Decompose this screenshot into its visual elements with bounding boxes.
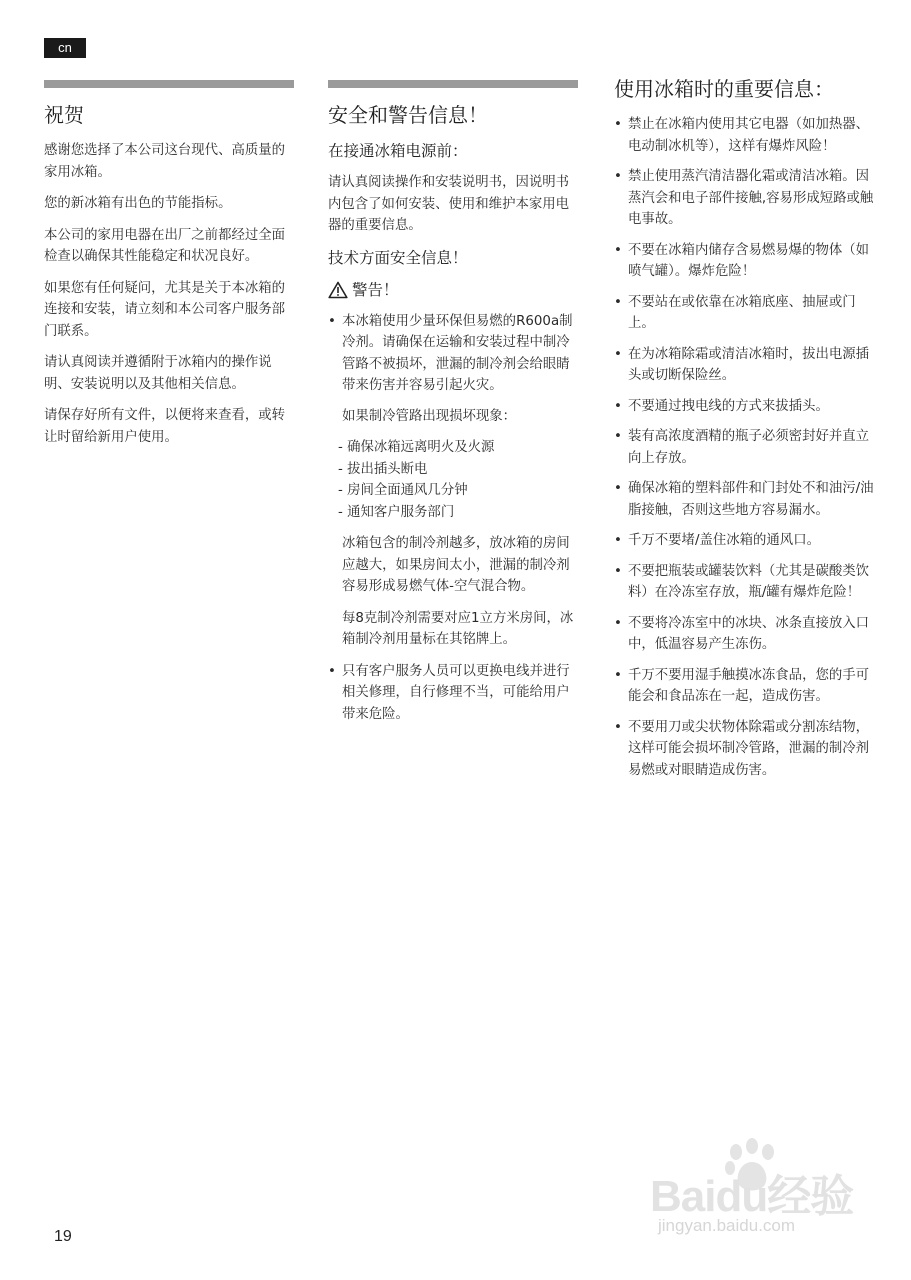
bullet-text: 确保冰箱的塑料部件和门封处不和油污/油脂接触，否则这些地方容易漏水。 xyxy=(628,481,874,518)
before-power-text: 请认真阅读操作和安装说明书，因说明书内包含了如何安装、使用和维护本家用电器的重要信息。 xyxy=(328,175,570,233)
language-tag: cn xyxy=(44,38,86,58)
bullet-text: 不要通过拽电线的方式来拔插头。 xyxy=(628,398,829,414)
section-divider xyxy=(44,80,294,88)
bullet-text: 不要将冷冻室中的冰块、冰条直接放入口中，低温容易产生冻伤。 xyxy=(628,615,870,652)
list-item: • 禁止使用蒸汽清洁器化霜或清洁冰箱。因蒸汽会和电子部件接触,容易形成短路或触电事故。 xyxy=(614,169,874,227)
list-item: • 不要在冰箱内储存含易燃易爆的物体（如喷气罐）。爆炸危险！ xyxy=(614,242,870,279)
room-size-text: 冰箱包含的制冷剂越多，放冰箱的房间应越大，如果房间太小，泄漏的制冷剂容易形成易燃气体-空气混合物。 xyxy=(342,536,570,594)
safety-bullets xyxy=(328,311,578,397)
congratulations-title: 祝贺 xyxy=(44,103,84,127)
usage-bullets xyxy=(614,114,882,781)
bullet-text: 千万不要堵/盖住冰箱的通风口。 xyxy=(628,533,820,548)
paragraph: 请认真阅读并遵循附于冰箱内的操作说明、安装说明以及其他相关信息。 xyxy=(44,355,272,392)
bullet-text: 禁止使用蒸汽清洁器化霜或清洁冰箱。因蒸汽会和电子部件接触,容易形成短路或触电事故。 xyxy=(628,169,874,227)
warning-label xyxy=(328,279,578,301)
bullet-text: 不要站在或依靠在冰箱底座、抽屉或门上。 xyxy=(628,294,856,331)
bullet-text: 不要在冰箱内储存含易燃易爆的物体（如喷气罐）。爆炸危险！ xyxy=(628,242,870,279)
list-item: - 房间全面通风几分钟 xyxy=(338,483,468,498)
list-item: • 不要把瓶装或罐装饮料（尤其是碳酸类饮料）在冷冻室存放，瓶/罐有爆炸危险！ xyxy=(614,563,870,600)
list-item: - 通知客户服务部门 xyxy=(338,504,455,520)
bullet-text: 装有高浓度酒精的瓶子必须密封好并直立向上存放。 xyxy=(628,429,870,466)
bullet-text: 千万不要用湿手触摸冰冻食品，您的手可能会和食品冻在一起，造成伤害。 xyxy=(628,667,870,704)
paragraph: 感谢您选择了本公司这台现代、高质量的家用冰箱。 xyxy=(44,143,286,180)
watermark-url: jingyan.baidu.com xyxy=(658,1216,796,1235)
list-item: • 不要将冷冻室中的冰块、冰条直接放入口中，低温容易产生冻伤。 xyxy=(614,615,870,652)
before-power-heading: 在接通冰箱电源前： xyxy=(328,142,468,160)
list-item: • 不要通过拽电线的方式来拔插头。 xyxy=(614,398,829,414)
baidu-watermark xyxy=(636,1138,866,1248)
damage-steps xyxy=(338,437,578,523)
list-item: • 不要用刀或尖状物体除霜或分割冻结物，这样可能会损坏制冷管路，泄漏的制冷剂易燃或对眼睛造成伤害。 xyxy=(614,719,870,778)
list-item: - 确保冰箱远离明火及火源 xyxy=(338,440,495,455)
watermark-text: Baidu经验 xyxy=(650,1172,854,1221)
list-item: • 在为冰箱除霜或清洁冰箱时，拔出电源插头或切断保险丝。 xyxy=(614,346,870,383)
refrigerant-ratio-text: 每8克制冷剂需要对应1立方米房间，冰箱制冷剂用量标在其铭牌上。 xyxy=(342,610,574,647)
list-item: • 千万不要用湿手触摸冰冻食品，您的手可能会和食品冻在一起，造成伤害。 xyxy=(614,667,870,704)
column-safety xyxy=(328,80,578,734)
bullet-text: 只有客户服务人员可以更换电线并进行相关修理，自行修理不当，可能给用户带来危险。 xyxy=(342,663,570,722)
list-item: • 本冰箱使用少量环保但易燃的R600a制冷剂。请确保在运输和安装过程中制冷管路不被损坏，泄漏的制冷剂会给眼睛带来伤害并容易引起火灾。 xyxy=(328,313,573,393)
list-item: • 只有客户服务人员可以更换电线并进行相关修理，自行修理不当，可能给用户带来危险。 xyxy=(328,663,570,722)
warning-text: 警告！ xyxy=(352,280,399,299)
list-item: • 确保冰箱的塑料部件和门封处不和油污/油脂接触，否则这些地方容易漏水。 xyxy=(614,481,874,518)
service-bullets xyxy=(328,661,578,726)
list-item: • 不要站在或依靠在冰箱底座、抽屉或门上。 xyxy=(614,294,856,331)
bullet-text: 禁止在冰箱内使用其它电器（如加热器、电动制冰机等），这样有爆炸风险！ xyxy=(628,117,870,154)
page-number: 19 xyxy=(54,1228,72,1245)
bullet-text: 不要把瓶装或罐装饮料（尤其是碳酸类饮料）在冷冻室存放，瓶/罐有爆炸危险！ xyxy=(628,563,870,600)
section-divider xyxy=(328,80,578,88)
safety-title: 安全和警告信息！ xyxy=(328,103,488,127)
technical-safety-heading: 技术方面安全信息！ xyxy=(328,248,468,267)
damage-intro: 如果制冷管路出现损坏现象： xyxy=(342,408,517,424)
list-item: - 拔出插头断电 xyxy=(338,461,428,477)
bullet-text: 不要用刀或尖状物体除霜或分割冻结物，这样可能会损坏制冷管路，泄漏的制冷剂易燃或对眼睛造成伤害。 xyxy=(628,719,870,778)
column-usage-info xyxy=(614,76,882,790)
list-item: • 装有高浓度酒精的瓶子必须密封好并直立向上存放。 xyxy=(614,429,870,466)
usage-title: 使用冰箱时的重要信息： xyxy=(614,77,834,101)
list-item: • 禁止在冰箱内使用其它电器（如加热器、电动制冰机等），这样有爆炸风险！ xyxy=(614,117,870,154)
column-congratulations xyxy=(44,80,294,458)
paragraph: 您的新冰箱有出色的节能指标。 xyxy=(44,196,232,211)
bullet-text: 在为冰箱除霜或清洁冰箱时，拔出电源插头或切断保险丝。 xyxy=(628,346,870,383)
list-item: • 千万不要堵/盖住冰箱的通风口。 xyxy=(614,533,820,548)
paragraph: 请保存好所有文件，以便将来查看，或转让时留给新用户使用。 xyxy=(44,408,286,445)
warning-triangle-icon xyxy=(328,281,348,299)
paragraph: 本公司的家用电器在出厂之前都经过全面检查以确保其性能稳定和状况良好。 xyxy=(44,227,286,264)
bullet-text: 本冰箱使用少量环保但易燃的R600a制冷剂。请确保在运输和安装过程中制冷管路不被损坏，泄漏的制冷剂会给眼睛带来伤害并容易引起火灾。 xyxy=(342,313,573,393)
paragraph: 如果您有任何疑问，尤其是关于本冰箱的连接和安装，请立刻和本公司客户服务部门联系。 xyxy=(44,280,286,339)
